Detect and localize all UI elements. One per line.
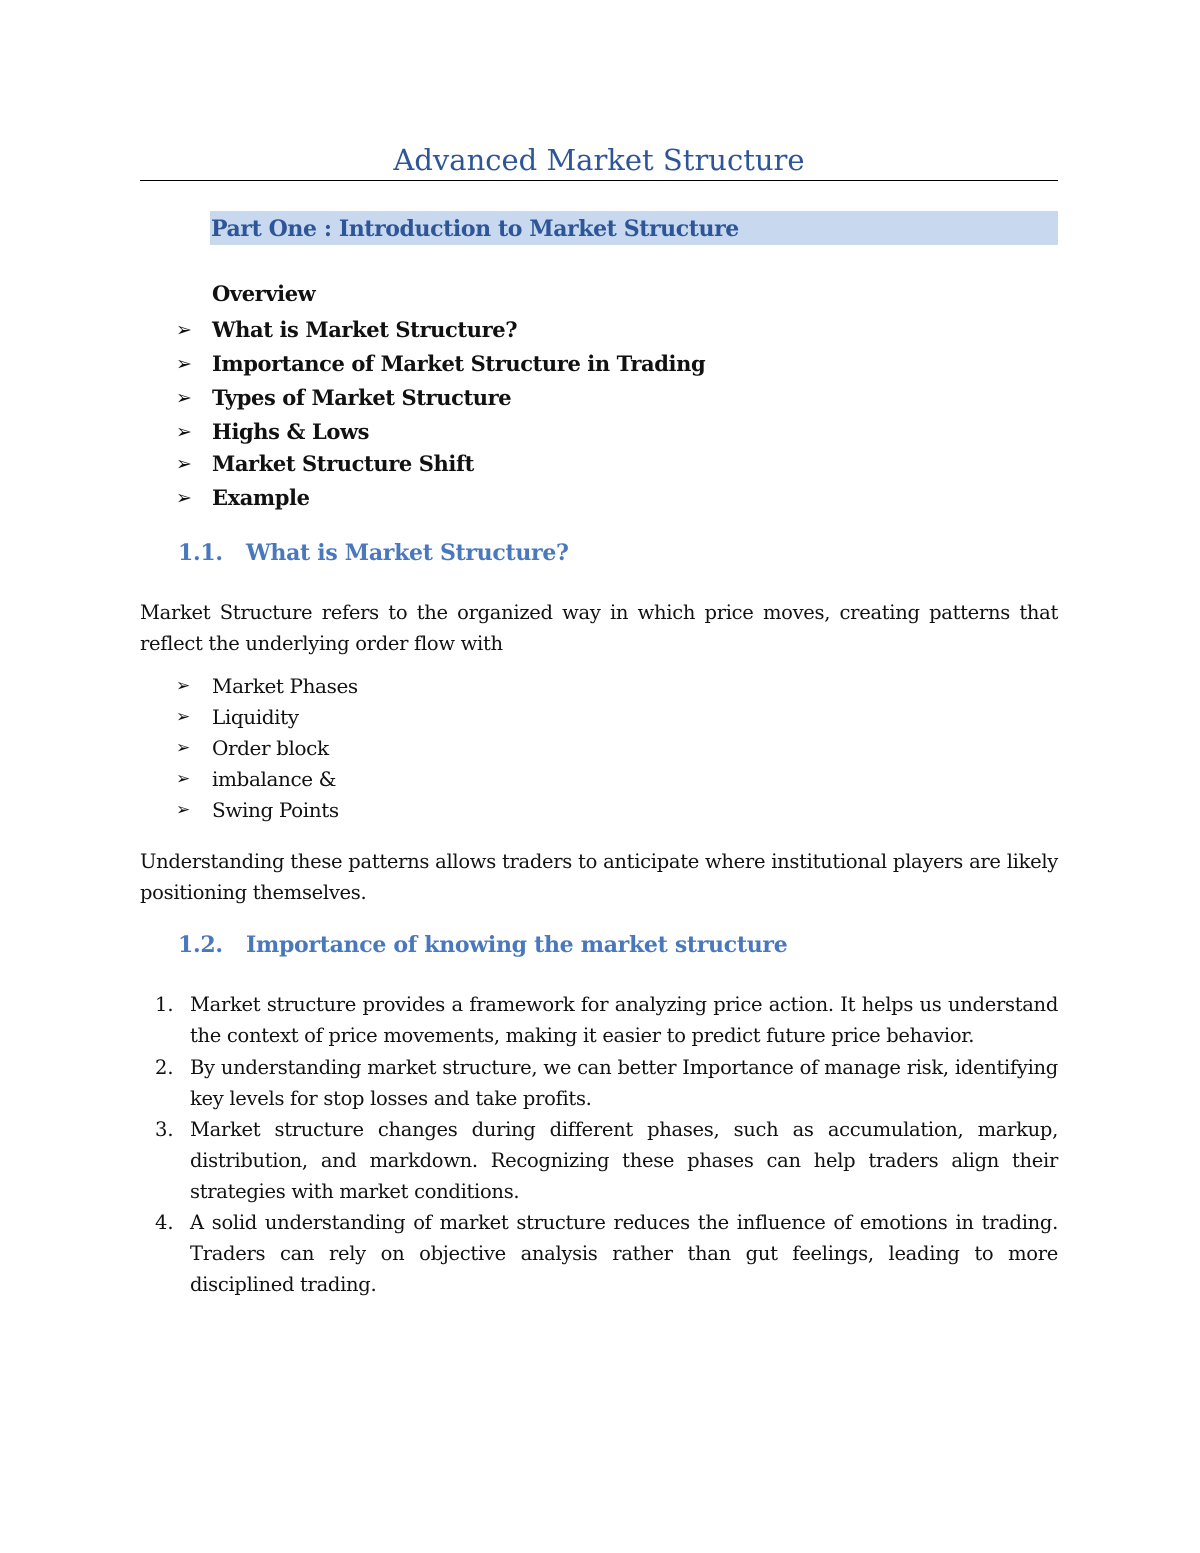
- list-item: [0, 348, 1100, 380]
- item-number: 2.: [155, 1056, 174, 1079]
- arrow-bullet-icon: ➢: [176, 738, 191, 758]
- arrow-bullet-icon: ➢: [176, 676, 191, 696]
- arrow-bullet-icon: ➢: [176, 800, 191, 820]
- arrow-bullet-icon: ➢: [176, 707, 191, 727]
- section-heading-1-1: [178, 537, 569, 569]
- arrow-bullet-icon: ➢: [176, 353, 192, 375]
- arrow-bullet-icon: ➢: [176, 421, 192, 443]
- section-number: 1.1.: [178, 540, 223, 566]
- overview-label: Overview: [212, 281, 316, 306]
- item-number: 1.: [155, 993, 174, 1016]
- section-title: Importance of knowing the market structure: [246, 932, 788, 958]
- item-number: 4.: [155, 1211, 174, 1234]
- list-item: [0, 670, 1100, 702]
- list-item: [0, 382, 1100, 414]
- list-item: [0, 732, 1100, 764]
- part-title: Part One : Introduction to Market Structure: [211, 216, 739, 242]
- list-item-label: Types of Market Structure: [212, 385, 512, 410]
- item-text: A solid understanding of market structure reduces the influence of emotions in trading. Traders can rely on objective analysis rather than gut feelings, leading to more disciplined trading.: [190, 1211, 1058, 1296]
- list-item-label: Market Structure Shift: [212, 451, 474, 476]
- list-item-label: Example: [212, 485, 310, 510]
- list-item-label: Swing Points: [212, 798, 339, 822]
- section-1-closing: Understanding these patterns allows traders to anticipate where institutional players are likely positioning themselves.: [140, 850, 1058, 904]
- list-item-label: Importance of Market Structure in Trading: [212, 351, 706, 376]
- section-heading-1-2: [178, 929, 787, 961]
- arrow-bullet-icon: ➢: [176, 319, 192, 341]
- document-title: Advanced Market Structure: [393, 143, 805, 177]
- list-item: [0, 701, 1100, 733]
- arrow-bullet-icon: ➢: [176, 453, 192, 475]
- item-number: 3.: [155, 1118, 174, 1141]
- item-text: Market structure provides a framework for analyzing price action. It helps us understand the context of price movements, making it easier to predict future price behavior.: [190, 993, 1058, 1047]
- item-text: By understanding market structure, we can better Importance of manage risk, identifying key levels for stop losses and take profits.: [190, 1056, 1058, 1110]
- list-item-label: What is Market Structure?: [212, 317, 518, 342]
- list-item: [0, 794, 1100, 826]
- section-1-intro: Market Structure refers to the organized way in which price moves, creating patterns that reflect the underlying order flow with: [140, 601, 1058, 655]
- list-item: [0, 763, 1100, 795]
- arrow-bullet-icon: ➢: [176, 769, 191, 789]
- list-item-label: Order block: [212, 736, 329, 760]
- list-item: [0, 448, 1100, 480]
- list-item: [0, 482, 1100, 514]
- list-item-label: Market Phases: [212, 674, 358, 698]
- list-item-label: Liquidity: [212, 705, 299, 729]
- title-underline: [140, 180, 1058, 181]
- list-item-label: imbalance &: [212, 767, 337, 791]
- arrow-bullet-icon: ➢: [176, 487, 192, 509]
- section-number: 1.2.: [178, 932, 223, 958]
- item-text: Market structure changes during different phases, such as accumulation, markup, distribution, and markdown. Recognizing these phases can help traders align their strategies with market conditions.: [190, 1118, 1058, 1203]
- list-item-label: Highs & Lows: [212, 419, 370, 444]
- list-item: [0, 416, 1100, 448]
- section-title: What is Market Structure?: [246, 540, 569, 566]
- arrow-bullet-icon: ➢: [176, 387, 192, 409]
- list-item: [0, 314, 1100, 346]
